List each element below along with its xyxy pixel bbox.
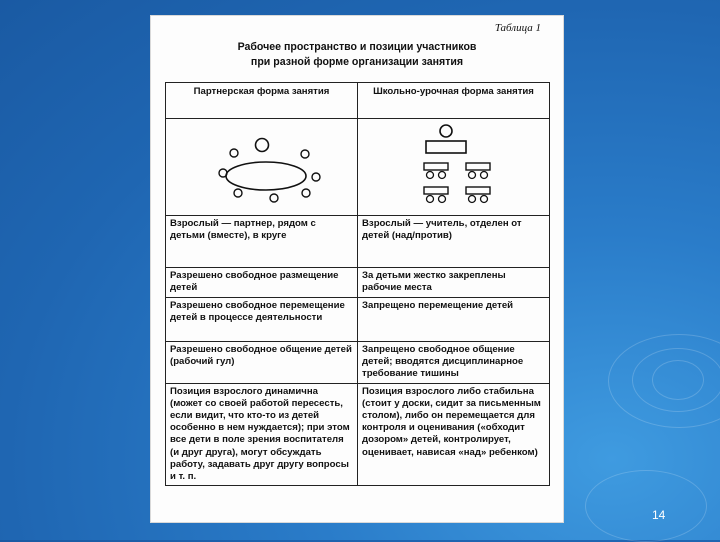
table-cell: Позиция взрослого динамична (может со своей работой пересесть, если видит, что кто-то из детей особенно в нем нуждается); при этом все дети в поле зрения воспитателя (и друг друга), могут обсуждать работу, задавать друг другу вопросы и т. п. — [166, 383, 358, 486]
person-circle — [312, 173, 320, 181]
table-cell: За детьми жестко закреплены рабочие места — [358, 268, 550, 298]
student-desk — [424, 163, 448, 170]
slide-page-number: 14 — [652, 508, 666, 522]
teacher-circle — [440, 125, 452, 137]
student-circle — [469, 196, 476, 203]
comparison-table — [165, 82, 550, 486]
student-circle — [481, 196, 488, 203]
student-desk — [424, 187, 448, 194]
table-cell: Взрослый — партнер, рядом с детьми (вместе), в круге — [166, 216, 358, 268]
person-circle — [256, 139, 269, 152]
column-header: Школьно-урочная форма занятия — [358, 83, 550, 119]
background-ripple — [608, 334, 720, 428]
background-ripple — [585, 470, 707, 542]
table-cell: Разрешено свободное перемещение детей в процессе деятельности — [166, 298, 358, 342]
table-row — [166, 216, 550, 268]
document-title — [151, 40, 563, 70]
table-header-row — [166, 83, 550, 119]
table-row — [166, 268, 550, 298]
student-circle — [481, 172, 488, 179]
table-row — [166, 298, 550, 342]
round-table-diagram — [170, 121, 358, 213]
teacher-desk — [426, 141, 466, 153]
table-row — [166, 383, 550, 486]
table-cell: Позиция взрослого либо стабильна (стоит у доски, сидит за письменным столом), либо он перемещается для контроля и оценивания («обходит дозором» детей, контролирует, оценивает, нависая «над» ребенком) — [358, 383, 550, 486]
person-circle — [302, 189, 310, 197]
student-desk — [466, 163, 490, 170]
student-circle — [439, 196, 446, 203]
partner-form-diagram — [166, 119, 358, 216]
table-cell: Запрещено свободное общение детей; вводятся дисциплинарное требование тишины — [358, 342, 550, 384]
title-line-1: Рабочее пространство и позиции участников — [237, 41, 477, 53]
table-shape — [226, 162, 306, 190]
scanned-document — [151, 16, 563, 522]
person-circle — [234, 189, 242, 197]
person-circle — [270, 194, 278, 202]
diagram-row — [166, 119, 550, 216]
table-cell: Взрослый — учитель, отделен от детей (над/против) — [358, 216, 550, 268]
table-cell: Разрешено свободное общение детей (рабочий гул) — [166, 342, 358, 384]
person-circle — [230, 149, 238, 157]
table-caption: Таблица 1 — [494, 22, 541, 34]
student-circle — [427, 172, 434, 179]
person-circle — [301, 150, 309, 158]
title-line-2: при разной форме организации занятия — [250, 56, 464, 68]
column-header: Партнерская форма занятия — [166, 83, 358, 119]
school-form-diagram — [358, 119, 550, 216]
classroom-diagram — [362, 121, 550, 213]
student-circle — [427, 196, 434, 203]
table-cell: Запрещено перемещение детей — [358, 298, 550, 342]
student-desk — [466, 187, 490, 194]
person-circle — [219, 169, 227, 177]
student-circle — [439, 172, 446, 179]
table-row — [166, 342, 550, 384]
student-circle — [469, 172, 476, 179]
table-cell: Разрешено свободное размещение детей — [166, 268, 358, 298]
